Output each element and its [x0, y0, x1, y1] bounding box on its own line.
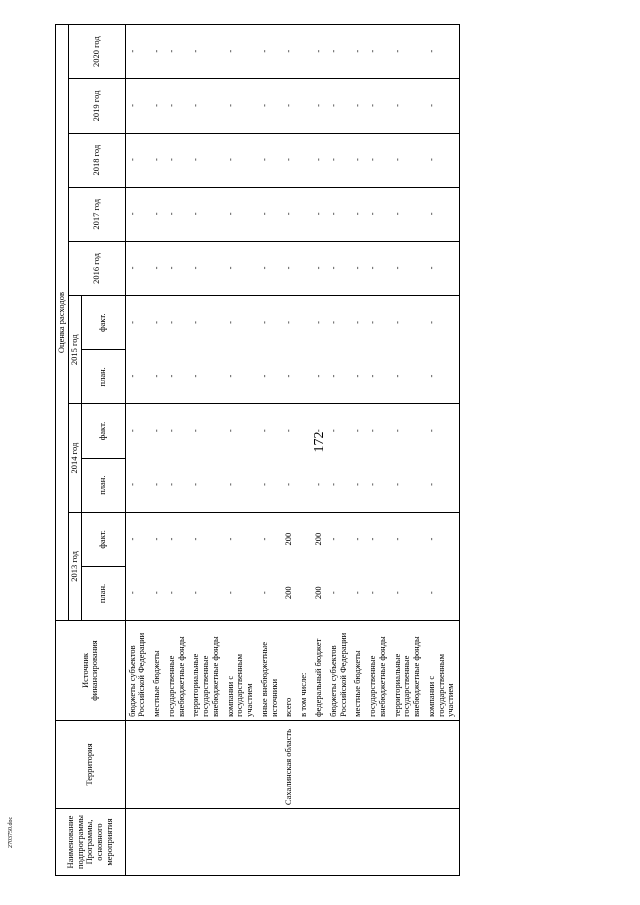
header-year-2016: 2016 год — [68, 241, 125, 295]
value-cell: - — [258, 374, 269, 378]
value-cell: - — [367, 482, 378, 486]
value-cell: - — [190, 374, 201, 378]
territory-cell — [150, 720, 165, 808]
value-cell: - — [150, 296, 165, 350]
value-cell: - — [282, 404, 297, 458]
value-cell: - — [327, 296, 352, 350]
header-program-name: Наименование подпрограммы Программы, основного мероприятия — [56, 809, 126, 876]
value-cell: - — [224, 133, 258, 187]
value-cell: - — [190, 591, 201, 595]
value-cell: - — [425, 404, 460, 458]
value-cell — [297, 566, 312, 620]
value-cell: - — [282, 79, 297, 133]
footer-filename: 2703750.doc — [8, 816, 14, 848]
value-cell: - — [125, 241, 150, 295]
header-year-2020: 2020 год — [68, 25, 125, 79]
value-cell: - — [367, 374, 378, 378]
header-2014-fact: факт. — [81, 404, 125, 458]
value-cell: - — [258, 241, 283, 295]
value-cell: - — [282, 296, 297, 350]
program-cell — [351, 809, 366, 876]
value-cell — [297, 350, 312, 404]
value-cell — [297, 512, 312, 566]
value-cell: - — [258, 591, 269, 595]
value-cell: - — [165, 374, 176, 378]
value-cell: - — [391, 79, 425, 133]
source-cell: иные внебюджетные источники — [258, 621, 283, 721]
table-row — [327, 25, 352, 876]
value-cell: - — [391, 133, 425, 187]
source-cell: всего — [282, 621, 297, 721]
value-cell: - — [258, 296, 283, 350]
value-cell: - — [125, 187, 150, 241]
value-cell: - — [224, 591, 235, 595]
value-cell: - — [165, 187, 190, 241]
value-cell — [297, 25, 312, 79]
territory-cell — [224, 720, 258, 808]
territory-cell — [125, 720, 150, 808]
territory-cell — [297, 720, 312, 808]
value-cell: - — [425, 187, 460, 241]
value-cell: - — [190, 482, 201, 486]
source-cell: территориальные государственные внебюджетные фонды — [391, 621, 425, 721]
value-cell: - — [327, 133, 352, 187]
source-cell: местные бюджеты — [150, 621, 165, 721]
value-cell: - — [391, 187, 425, 241]
value-cell: - — [312, 404, 327, 458]
value-cell: - — [224, 374, 235, 378]
value-cell: - — [189, 512, 223, 566]
value-cell: - — [351, 25, 366, 79]
program-cell — [282, 809, 297, 876]
value-cell: - — [327, 241, 352, 295]
value-cell: - — [425, 512, 460, 566]
expense-table — [55, 24, 460, 876]
value-cell: - — [125, 79, 150, 133]
source-cell: территориальные государственные внебюджетные фонды — [189, 621, 223, 721]
table-row — [425, 25, 460, 876]
value-cell: - — [367, 591, 378, 595]
value-cell: - — [282, 133, 297, 187]
value-cell: - — [351, 79, 366, 133]
territory-cell — [189, 720, 223, 808]
value-cell: - — [150, 512, 165, 566]
value-cell: - — [352, 374, 363, 378]
header-year-2019: 2019 год — [68, 79, 125, 133]
value-cell: - — [351, 187, 366, 241]
value-cell: - — [312, 296, 327, 350]
table-row — [312, 25, 327, 876]
value-cell: - — [352, 591, 363, 595]
program-cell — [327, 809, 352, 876]
value-cell: - — [327, 374, 338, 378]
value-cell: - — [151, 591, 162, 595]
territory-cell — [425, 720, 460, 808]
value-cell: - — [125, 512, 150, 566]
source-cell: бюджеты субъектов Российской Федерации — [125, 621, 150, 721]
value-cell — [297, 458, 312, 512]
value-cell: - — [282, 25, 297, 79]
value-cell: - — [366, 25, 391, 79]
value-cell: - — [425, 296, 460, 350]
value-cell: - — [425, 566, 460, 620]
value-cell: - — [224, 187, 258, 241]
value-cell: - — [425, 458, 460, 512]
value-cell: - — [327, 79, 352, 133]
header-year-2018: 2018 год — [68, 133, 125, 187]
value-cell: - — [351, 512, 366, 566]
value-cell: - — [224, 296, 258, 350]
value-cell: - — [391, 404, 425, 458]
value-cell: - — [425, 241, 460, 295]
value-cell: - — [165, 241, 190, 295]
table-row — [282, 25, 297, 876]
program-cell — [224, 809, 258, 876]
header-2013-plan: план. — [81, 566, 125, 620]
program-cell — [165, 809, 190, 876]
territory-cell — [366, 720, 391, 808]
source-cell: компании с государственным участием — [425, 621, 460, 721]
value-cell: - — [351, 241, 366, 295]
territory-cell — [312, 720, 327, 808]
value-cell: - — [189, 296, 223, 350]
value-cell: - — [391, 482, 402, 486]
value-cell: - — [327, 187, 352, 241]
source-cell: государственные внебюджетные фонды — [366, 621, 391, 721]
program-cell — [297, 809, 312, 876]
value-cell: - — [366, 296, 391, 350]
program-cell — [425, 809, 460, 876]
program-cell — [150, 809, 165, 876]
value-cell: - — [313, 374, 324, 378]
source-cell: местные бюджеты — [351, 621, 366, 721]
value-cell: - — [283, 374, 294, 378]
value-cell: - — [351, 296, 366, 350]
value-cell: - — [224, 404, 258, 458]
value-cell: - — [391, 25, 425, 79]
value-cell: - — [327, 482, 338, 486]
header-2013-fact: факт. — [81, 512, 125, 566]
value-cell: - — [189, 133, 223, 187]
value-cell: - — [282, 241, 297, 295]
header-2014-plan: план. — [81, 458, 125, 512]
value-cell: - — [312, 241, 327, 295]
value-cell: - — [366, 241, 391, 295]
value-cell: - — [258, 25, 283, 79]
territory-cell — [165, 720, 190, 808]
value-cell: - — [351, 404, 366, 458]
value-cell: - — [125, 133, 150, 187]
value-cell: - — [258, 482, 269, 486]
value-cell: - — [224, 482, 235, 486]
value-cell: - — [165, 296, 190, 350]
page-number: 172 — [312, 431, 327, 453]
value-cell: - — [150, 79, 165, 133]
value-cell: - — [165, 482, 176, 486]
value-cell: - — [327, 512, 352, 566]
value-cell: - — [189, 241, 223, 295]
value-cell: - — [189, 187, 223, 241]
value-cell: - — [391, 374, 402, 378]
value-cell: - — [125, 404, 150, 458]
value-cell: - — [312, 25, 327, 79]
value-cell: - — [366, 79, 391, 133]
value-cell: - — [282, 187, 297, 241]
header-2015-fact: факт. — [81, 296, 125, 350]
value-cell: - — [366, 187, 391, 241]
value-cell: - — [312, 187, 327, 241]
value-cell: - — [366, 404, 391, 458]
value-cell: - — [125, 25, 150, 79]
value-cell: - — [258, 512, 283, 566]
table-row — [366, 25, 391, 876]
table-body — [125, 25, 460, 876]
value-cell: - — [283, 482, 294, 486]
table-row — [125, 25, 150, 876]
value-cell: - — [165, 25, 190, 79]
value-cell: - — [165, 591, 176, 595]
value-cell — [297, 187, 312, 241]
value-cell: - — [150, 187, 165, 241]
value-cell: - — [327, 404, 352, 458]
source-cell: государственные внебюджетные фонды — [165, 621, 190, 721]
value-cell: - — [165, 79, 190, 133]
header-expense-estimate: Оценка расходов — [56, 25, 69, 621]
program-cell — [125, 809, 150, 876]
program-cell — [312, 809, 327, 876]
program-cell — [258, 809, 283, 876]
value-cell — [297, 296, 312, 350]
value-cell: - — [391, 296, 425, 350]
value-cell: - — [189, 404, 223, 458]
territory-cell: Сахалинская область — [282, 720, 297, 808]
value-cell: - — [150, 241, 165, 295]
header-territory: Территория — [56, 720, 126, 808]
value-cell: 200 — [282, 512, 297, 566]
table-header — [56, 25, 126, 876]
value-cell: - — [352, 482, 363, 486]
value-cell: - — [391, 241, 425, 295]
value-cell: 200 — [312, 512, 327, 566]
value-cell — [297, 79, 312, 133]
value-cell: 200 — [283, 586, 294, 600]
value-cell: - — [126, 482, 137, 486]
value-cell: - — [351, 133, 366, 187]
value-cell: - — [327, 25, 352, 79]
value-cell: - — [189, 79, 223, 133]
header-year-2015: 2015 год — [68, 296, 81, 404]
value-cell: - — [150, 404, 165, 458]
value-cell — [297, 241, 312, 295]
header-2015-plan: план. — [81, 350, 125, 404]
value-cell: - — [150, 133, 165, 187]
table-row — [165, 25, 190, 876]
program-cell — [391, 809, 425, 876]
value-cell: - — [224, 25, 258, 79]
table-row — [351, 25, 366, 876]
value-cell: - — [425, 25, 460, 79]
header-year-2013: 2013 год — [68, 512, 81, 620]
value-cell: - — [366, 133, 391, 187]
header-source: Источник финансирования — [56, 621, 126, 721]
value-cell: - — [313, 482, 324, 486]
territory-cell — [351, 720, 366, 808]
value-cell: - — [165, 133, 190, 187]
value-cell: - — [258, 133, 283, 187]
value-cell: - — [425, 133, 460, 187]
source-cell: в том числе: — [297, 621, 312, 721]
value-cell: - — [150, 25, 165, 79]
value-cell: - — [258, 79, 283, 133]
value-cell: - — [258, 187, 283, 241]
program-cell — [366, 809, 391, 876]
value-cell: - — [366, 512, 391, 566]
value-cell — [297, 133, 312, 187]
value-cell: - — [126, 374, 137, 378]
value-cell: - — [165, 404, 190, 458]
value-cell: - — [151, 482, 162, 486]
value-cell: - — [189, 25, 223, 79]
value-cell: - — [126, 591, 137, 595]
header-year-2014: 2014 год — [68, 404, 81, 512]
territory-cell — [391, 720, 425, 808]
value-cell: - — [312, 79, 327, 133]
rotated-table-container — [55, 24, 583, 876]
territory-cell — [327, 720, 352, 808]
value-cell: - — [224, 512, 258, 566]
table-row — [150, 25, 165, 876]
territory-cell — [258, 720, 283, 808]
value-cell: - — [425, 79, 460, 133]
source-cell: компании с государственным участием — [224, 621, 258, 721]
value-cell: - — [258, 404, 283, 458]
header-year-2017: 2017 год — [68, 187, 125, 241]
source-cell: федеральный бюджет — [312, 621, 327, 721]
value-cell: - — [224, 79, 258, 133]
table-row — [224, 25, 258, 876]
value-cell: 200 — [313, 586, 324, 600]
value-cell: - — [151, 374, 162, 378]
value-cell: - — [224, 241, 258, 295]
program-cell — [189, 809, 223, 876]
table-row — [189, 25, 223, 876]
value-cell: - — [312, 133, 327, 187]
value-cell: - — [327, 591, 338, 595]
value-cell: - — [425, 350, 460, 404]
value-cell: - — [125, 296, 150, 350]
value-cell — [297, 404, 312, 458]
table-row — [391, 25, 425, 876]
table-row — [258, 25, 283, 876]
value-cell: - — [391, 591, 402, 595]
table-row — [297, 25, 312, 876]
value-cell: - — [165, 512, 190, 566]
value-cell: - — [391, 512, 425, 566]
source-cell: бюджеты субъектов Российской Федерации — [327, 621, 352, 721]
